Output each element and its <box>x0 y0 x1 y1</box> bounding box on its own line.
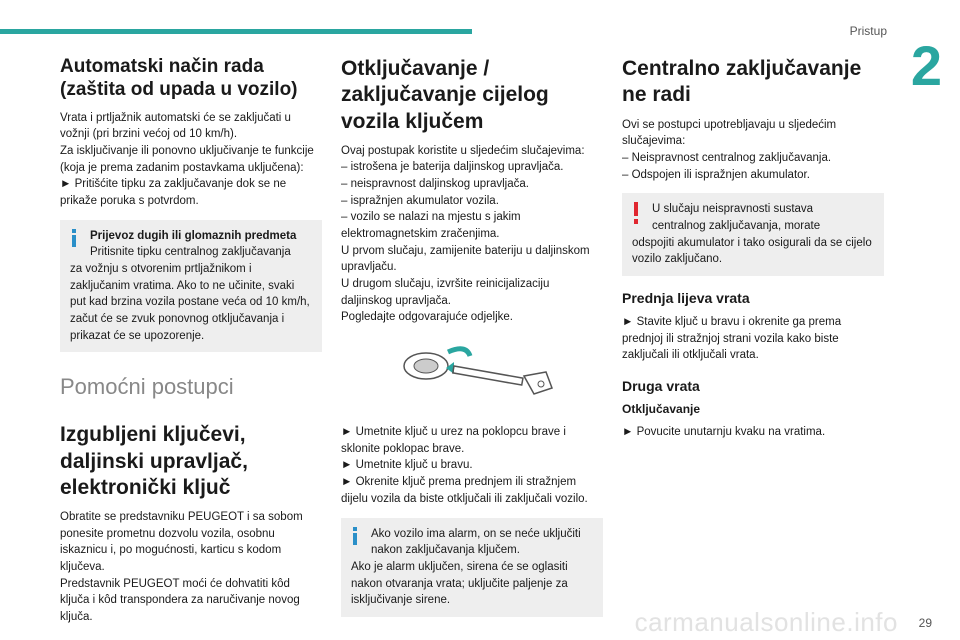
page-number: 29 <box>918 616 932 630</box>
header-accent-bar <box>0 29 472 34</box>
column-2 <box>341 56 603 627</box>
warning-box <box>622 193 884 276</box>
list-item: – vozilo se nalazi na mjestu s jakim elektromagnetskim zračenjima. <box>341 211 521 241</box>
front-left-door-text: ► Stavite ključ u bravu i okrenite ga prema prednjoj ili stražnjoj strani vozila kako biste zaključali ili otključali vrata. <box>622 315 842 362</box>
step-1: ► Umetnite ključ u urez na poklopcu brave i sklonite poklopac brave. <box>341 426 566 455</box>
list-item: – ispražnjen akumulator vozila. <box>341 194 499 207</box>
list-item: – neispravnost daljinskog upravljača. <box>341 178 529 191</box>
warning-line2: centralnog zaključavanja, morate <box>652 219 821 232</box>
auto-mode-p1: Vrata i prtljažnik automatski će se zaključati u vožnji (pri brzini većoj od 10 km/h). <box>60 111 291 141</box>
front-left-door-title: Prednja lijeva vrata <box>622 289 750 306</box>
key-lock-title: Otključavanje / zaključavanje cijelog vozila ključem <box>341 57 549 133</box>
auto-mode-step: ► Pritišćite tipku za zaključavanje dok se ne prikaže poruka s potvrdom. <box>60 178 287 207</box>
info-icon <box>350 527 360 550</box>
auto-mode-title-line1: Automatski način rada <box>60 56 264 77</box>
auto-mode-p2: Za isključivanje ili ponovno uključivanje te funkcije (koja je prema zadanim postavkama uključena): <box>60 144 314 174</box>
alarm-text: Ako je alarm uključen, sirena će se oglasiti nakon otvaranja vrata; uključite paljenje za isključivanje sirene. <box>351 560 568 607</box>
unlock-title: Otključavanje <box>622 401 701 416</box>
warning-line1: U slučaju neispravnosti sustava <box>652 203 814 216</box>
info-box-text: za vožnju s otvorenim prtljažnikom i zaključanim vratima. Ako to ne učinite, svaki put kad brzina vozila postane veća od 10 km/h, začut će se zvuk ponovnog otključavanja i prikazat će se upozorenje. <box>70 262 310 342</box>
help-procedures-title: Pomoćni postupci <box>60 374 234 400</box>
info-box-alarm <box>341 518 603 617</box>
central-lock-title: Centralno zaključavanje ne radi <box>622 57 862 107</box>
auto-mode-title-line2: (zaštita od upada u vozilo) <box>60 78 298 100</box>
info-box-line1: Pritisnite tipku centralnog zaključavanja <box>90 246 291 259</box>
see-sections-text: Pogledajte odgovarajuće odjeljke. <box>341 311 513 324</box>
key-in-lock-illustration <box>396 340 556 400</box>
column-1 <box>60 56 322 626</box>
alarm-line1: Ako vozilo ima alarm, on se neće uključiti <box>371 527 581 540</box>
warning-text: odspojiti akumulator i tako osigurali da se cijelo vozilo zaključano. <box>632 236 872 266</box>
list-item: – istrošena je baterija daljinskog upravljača. <box>341 161 564 174</box>
other-doors-title: Druga vrata <box>622 377 700 394</box>
unlock-text: ► Povucite unutarnju kvaku na vratima. <box>622 425 826 438</box>
warning-icon <box>631 202 641 229</box>
info-box-title: Prijevoz dugih ili glomaznih predmeta <box>90 229 297 242</box>
central-lock-intro: Ovi se postupci upotrebljavaju u sljedećim slučajevima: <box>622 118 837 148</box>
lost-keys-p2: Predstavnik PEUGEOT moći će dohvatiti kôd ključa i kôd transpondera za naručivanje novog ključa. <box>60 577 300 624</box>
lost-keys-title: Izgubljeni ključevi, daljinski upravljač, elektronički ključ <box>60 423 248 499</box>
watermark: carmanualsonline.info <box>634 607 898 637</box>
key-lock-intro: Ovaj postupak koristite u sljedećim slučajevima: <box>341 144 585 157</box>
list-item: – Odspojen ili ispražnjen akumulator. <box>622 168 810 181</box>
step-3: ► Okrenite ključ prema prednjem ili stražnjem dijelu vozila da biste otključali ili zaključali vozilo. <box>341 476 588 505</box>
list-item: – Neispravnost centralnog zaključavanja. <box>622 151 832 164</box>
info-box-long-objects <box>60 220 322 353</box>
step-2: ► Umetnite ključ u bravu. <box>341 459 473 472</box>
chapter-number: 2 <box>910 34 942 97</box>
first-case-text: U prvom slučaju, zamijenite bateriju u daljinskom upravljaču. <box>341 244 590 274</box>
lost-keys-p1: Obratite se predstavniku PEUGEOT i sa sobom ponesite prometnu dozvolu vozila, osobnu iskaznicu i, po mogućnosti, karticu s kodom ključeva. <box>60 511 303 574</box>
second-case-text: U drugom slučaju, izvršite reinicijalizaciju daljinskog upravljača. <box>341 278 550 307</box>
section-label: Pristup <box>849 24 887 38</box>
info-icon <box>69 229 79 252</box>
alarm-line2: nakon zaključavanja ključem. <box>371 544 520 557</box>
auto-mode-title <box>60 56 322 102</box>
column-3 <box>622 56 884 441</box>
